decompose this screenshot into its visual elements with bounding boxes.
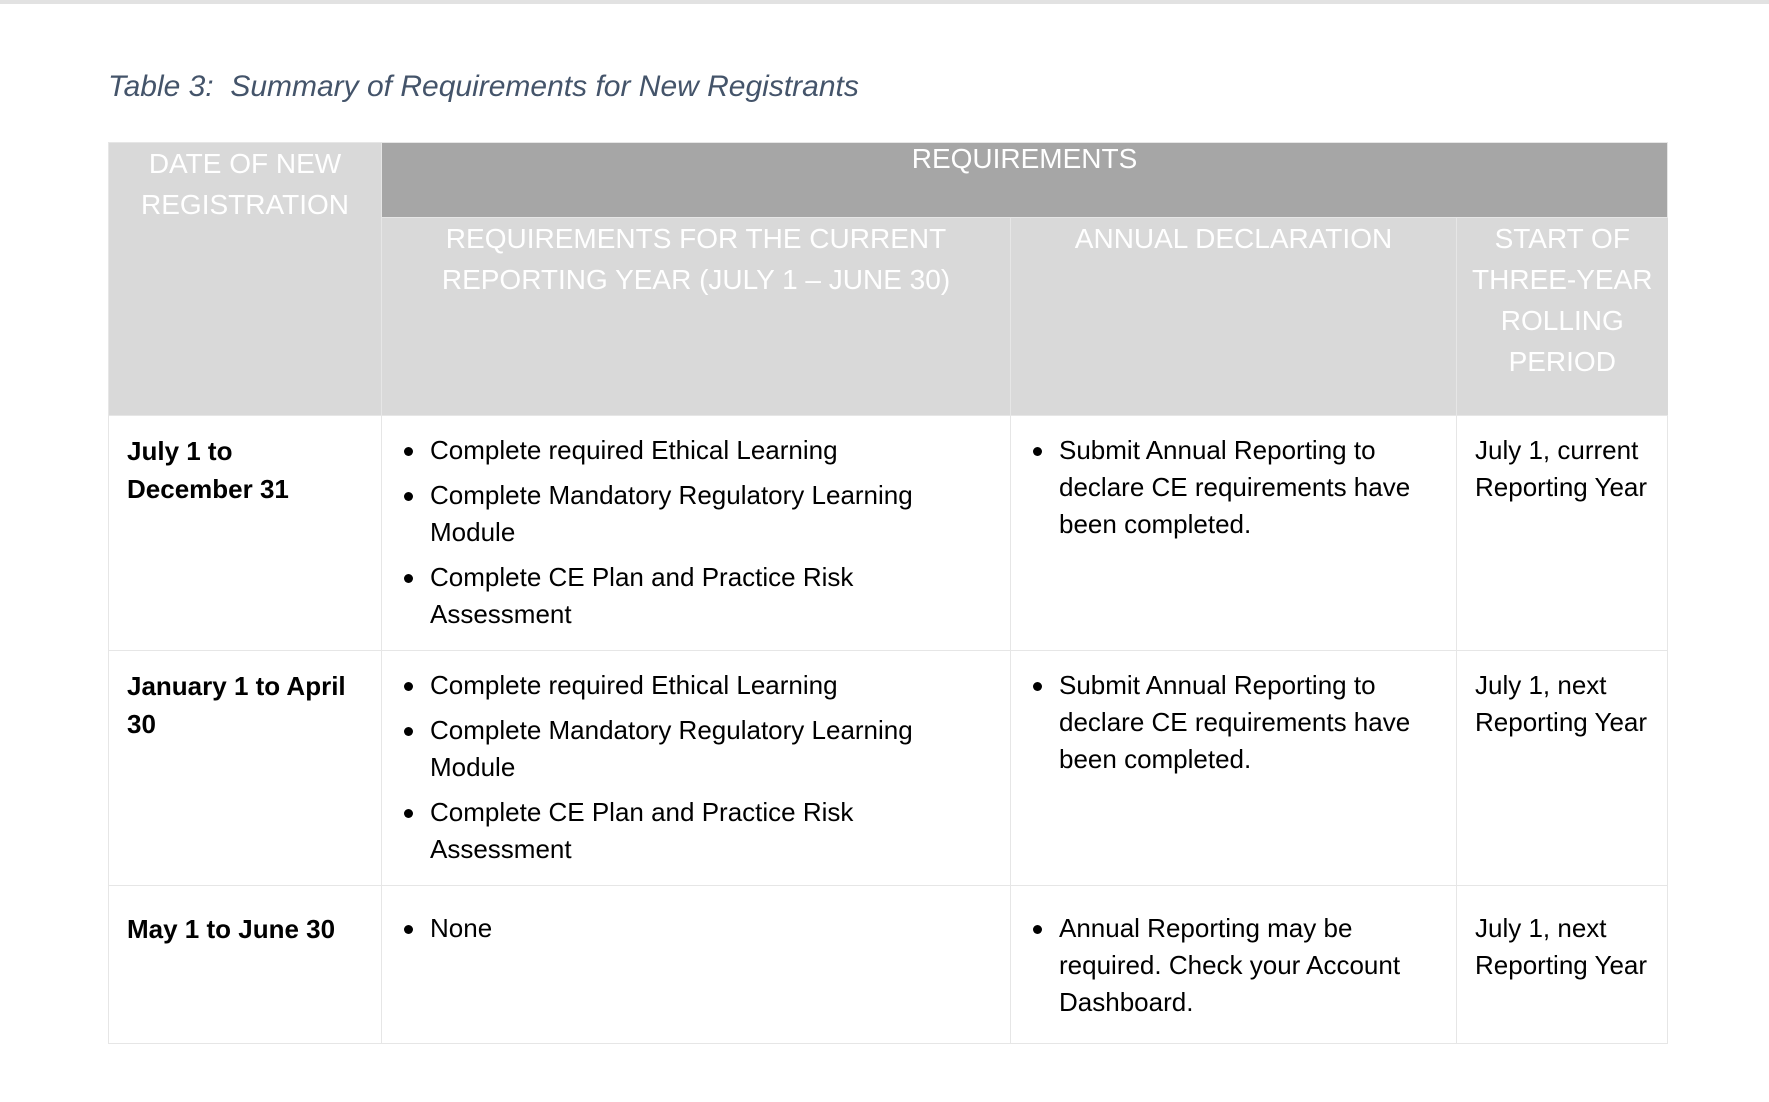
row-requirements	[382, 651, 1011, 886]
row-date: July 1 to December 31	[109, 416, 382, 651]
list-item: Complete Mandatory Regulatory Learning Module	[400, 712, 1000, 786]
header-annual-declaration: ANNUAL DECLARATION	[1011, 218, 1457, 416]
table-caption: Table 3: Summary of Requirements for New Registrants	[108, 70, 859, 103]
header-current-year-requirements: REQUIREMENTS FOR THE CURRENT REPORTING YEAR (JULY 1 – JUNE 30)	[382, 218, 1011, 416]
header-requirements-group: REQUIREMENTS	[382, 143, 1668, 218]
header-rolling-period-start: START OF THREE-YEAR ROLLING PERIOD	[1457, 218, 1668, 416]
row-declaration	[1011, 886, 1457, 1044]
table-row	[109, 416, 1668, 651]
list-item: None	[400, 910, 1000, 947]
requirements-table	[108, 142, 1668, 1044]
table-row	[109, 651, 1668, 886]
list-item: Complete required Ethical Learning	[400, 667, 1000, 704]
row-start: July 1, next Reporting Year	[1457, 886, 1668, 1044]
list-item: Submit Annual Reporting to declare CE requirements have been completed.	[1029, 432, 1446, 543]
row-date: May 1 to June 30	[109, 886, 382, 1044]
row-start: July 1, next Reporting Year	[1457, 651, 1668, 886]
list-item: Complete required Ethical Learning	[400, 432, 1000, 469]
row-requirements	[382, 416, 1011, 651]
table-row	[109, 886, 1668, 1044]
row-date: January 1 to April 30	[109, 651, 382, 886]
row-requirements	[382, 886, 1011, 1044]
list-item: Complete CE Plan and Practice Risk Assessment	[400, 794, 1000, 868]
list-item: Annual Reporting may be required. Check your Account Dashboard.	[1029, 910, 1446, 1021]
list-item: Complete CE Plan and Practice Risk Assessment	[400, 559, 1000, 633]
row-declaration	[1011, 416, 1457, 651]
list-item: Complete Mandatory Regulatory Learning Module	[400, 477, 1000, 551]
header-date-of-new-registration: DATE OF NEW REGISTRATION	[109, 143, 382, 416]
list-item: Submit Annual Reporting to declare CE requirements have been completed.	[1029, 667, 1446, 778]
page-top-border	[0, 0, 1769, 4]
row-declaration	[1011, 651, 1457, 886]
row-start: July 1, current Reporting Year	[1457, 416, 1668, 651]
